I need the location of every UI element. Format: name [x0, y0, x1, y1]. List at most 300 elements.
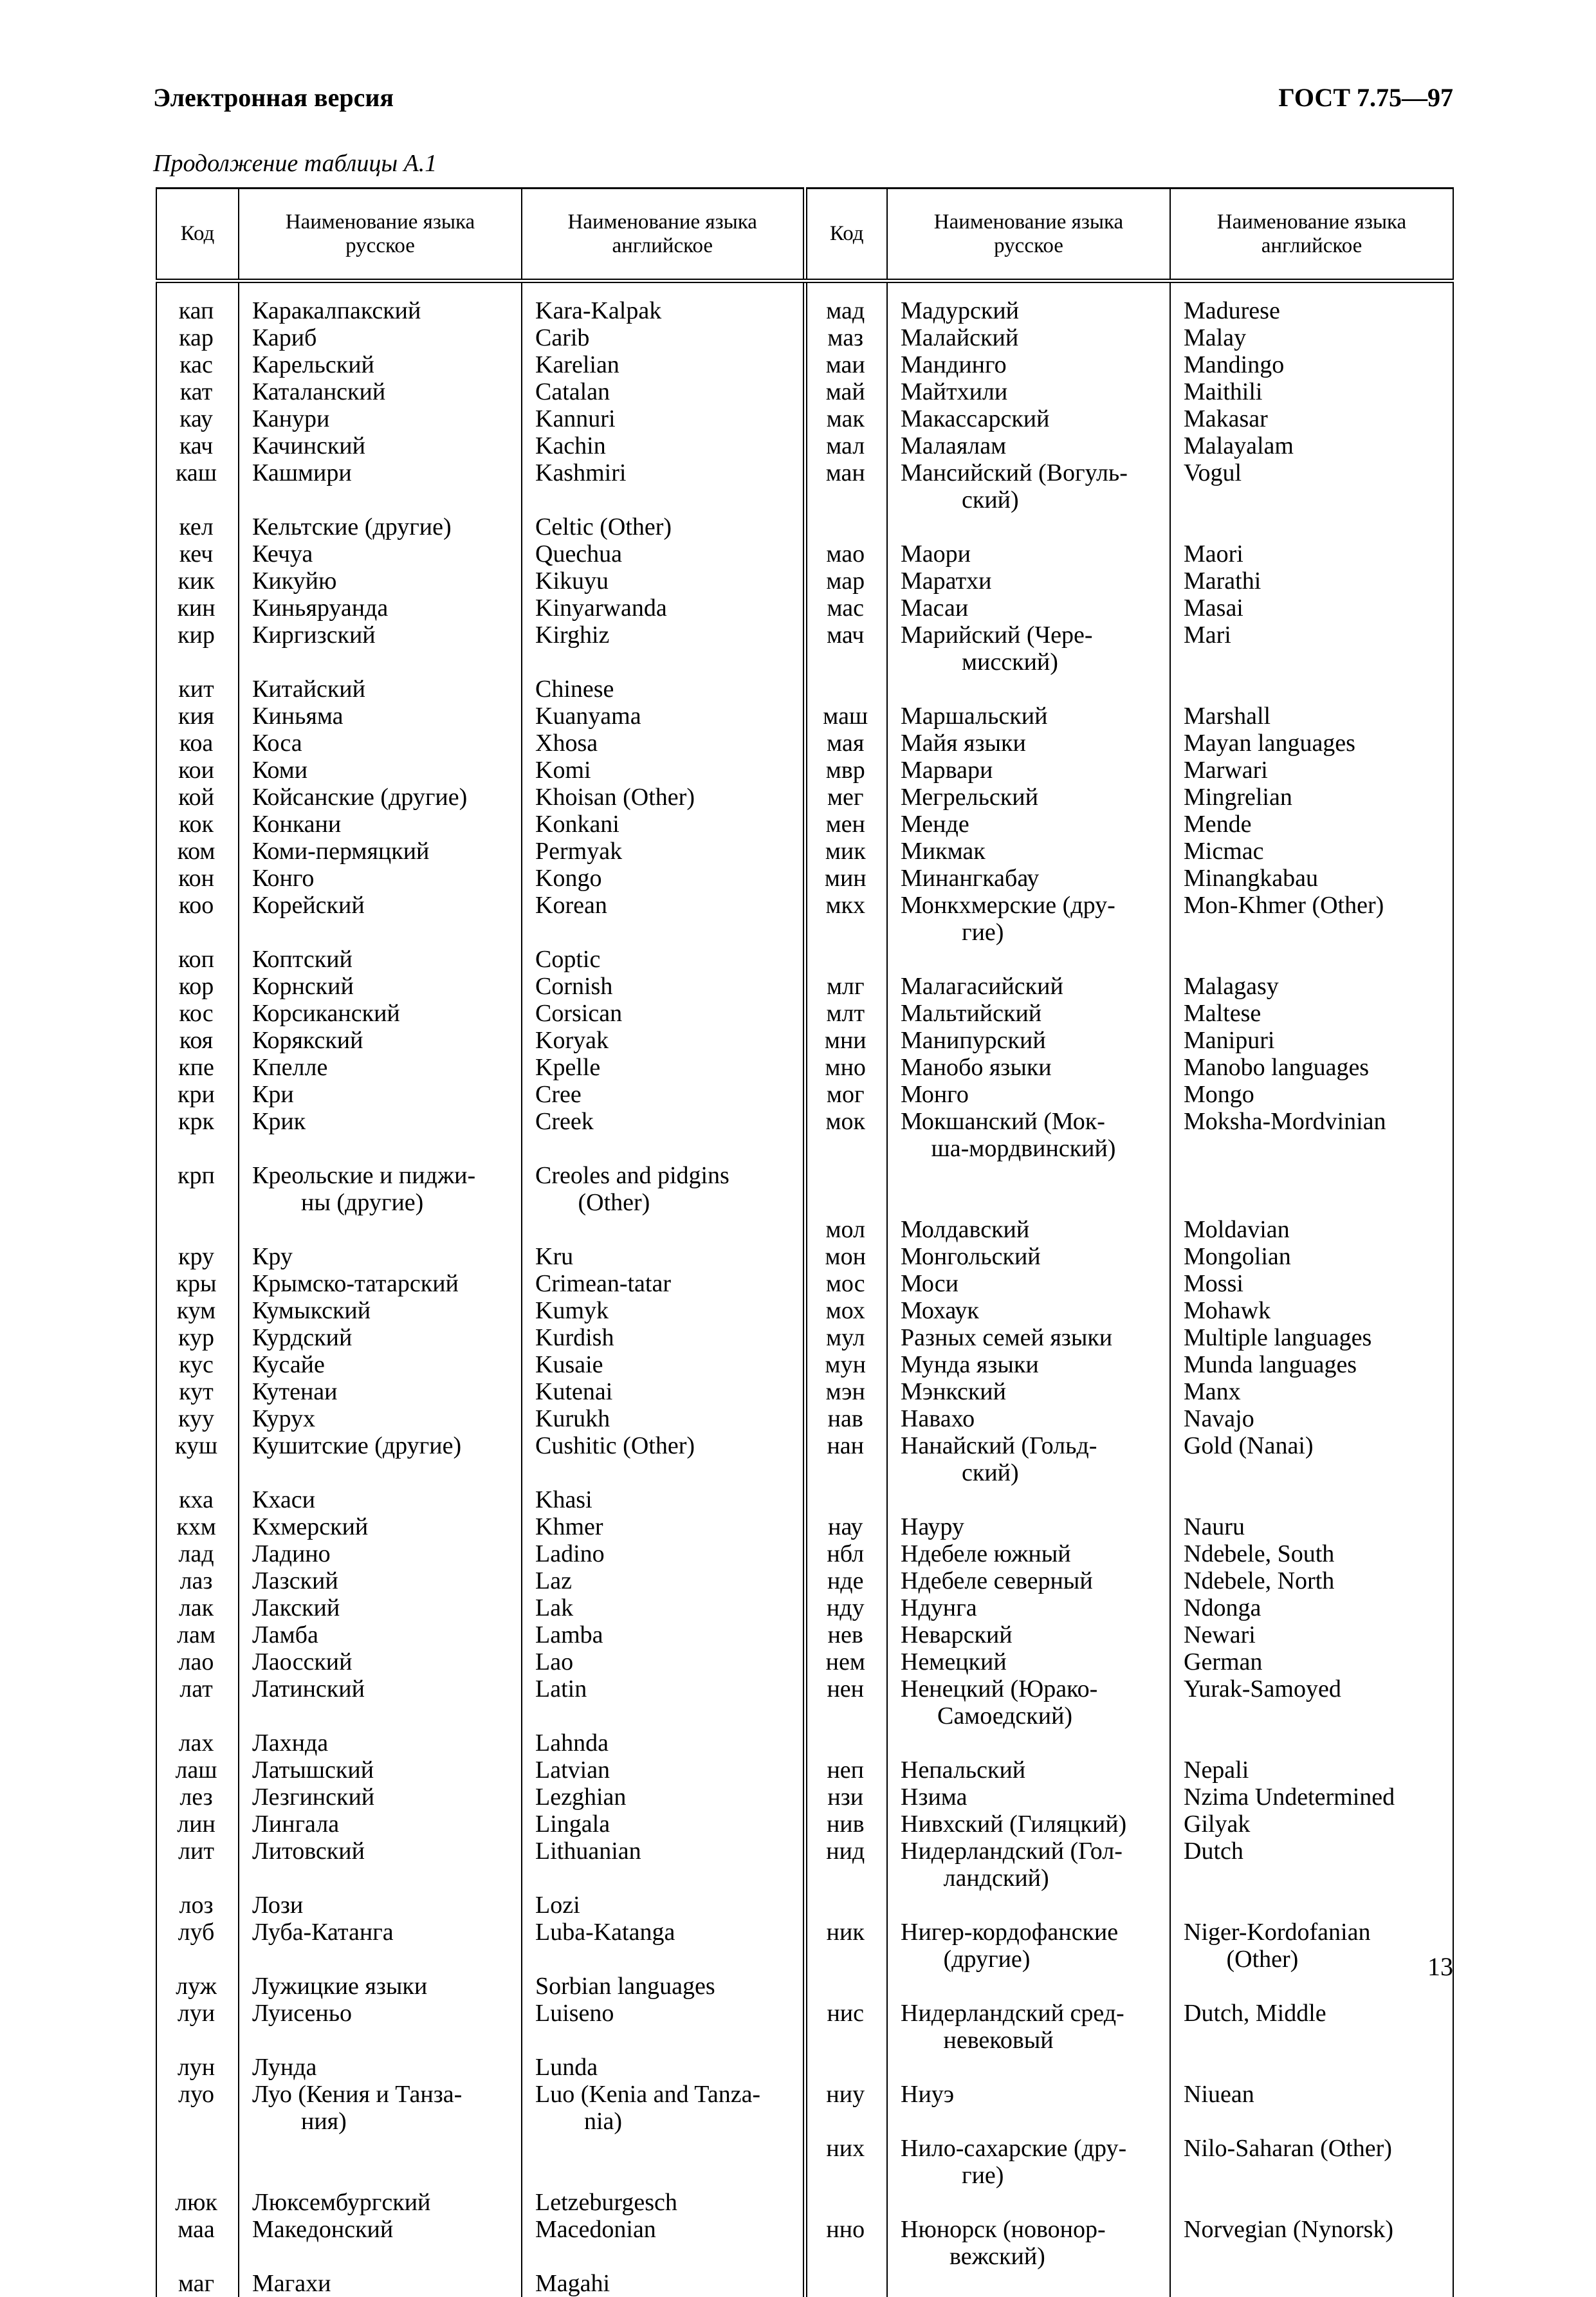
cell-code: луж [156, 1973, 239, 2000]
cell-russian-name-2: Нанайский (Гольд- ский) [887, 1432, 1170, 1486]
cell-english-name-2: Maori [1170, 540, 1453, 567]
cell-code-2 [805, 1973, 887, 2000]
cell-russian-name-2: Ндебеле южный [887, 1540, 1170, 1567]
table-row [156, 1297, 1453, 1324]
cell-english-name: Lak [522, 1594, 805, 1621]
cell-russian-name: Лахнда [239, 1730, 522, 1757]
cell-code: коп [156, 946, 239, 973]
cell-english-name-2 [1170, 2270, 1453, 2297]
cell-russian-name-2: Непальский [887, 1757, 1170, 1784]
table-row [156, 405, 1453, 432]
cell-english-name: Cree [522, 1081, 805, 1108]
cell-russian-name: Кельтские (другие) [239, 513, 522, 540]
cell-english-name: Lozi [522, 1892, 805, 1919]
cell-russian-name-2: Монкхмерские (дру- гие) [887, 892, 1170, 946]
cell-code: лак [156, 1594, 239, 1621]
cell-code: коа [156, 730, 239, 757]
col-header-english-name-2: Наименование языка английское [1170, 189, 1453, 281]
cell-russian-name: Ладино [239, 1540, 522, 1567]
cell-english-name: Khasi [522, 1486, 805, 1513]
cell-english-name: Sorbian languages [522, 1973, 805, 2000]
cell-russian-name: Крымско-татарский [239, 1270, 522, 1297]
cell-russian-name: Кпелле [239, 1054, 522, 1081]
cell-english-name: Celtic (Other) [522, 513, 805, 540]
cell-english-name-2: Yurak-Samoyed [1170, 1675, 1453, 1730]
cell-russian-name-2: Ниуэ [887, 2081, 1170, 2135]
cell-russian-name: Ламба [239, 1621, 522, 1648]
cell-russian-name: Коми-пермяцкий [239, 838, 522, 865]
cell-code-2: ман [805, 459, 887, 513]
cell-russian-name: Корякский [239, 1027, 522, 1054]
cell-code: кру [156, 1243, 239, 1270]
cell-code: лад [156, 1540, 239, 1567]
cell-code-2: май [805, 378, 887, 405]
table-row [156, 1540, 1453, 1567]
cell-code: кут [156, 1378, 239, 1405]
cell-russian-name: Качинский [239, 432, 522, 459]
table-row [156, 1108, 1453, 1162]
cell-code-2: мак [805, 405, 887, 432]
cell-code-2: мин [805, 865, 887, 892]
cell-english-name: Latvian [522, 1757, 805, 1784]
cell-russian-name: Карельский [239, 351, 522, 378]
cell-english-name-2: Munda languages [1170, 1351, 1453, 1378]
cell-code: кап [156, 281, 239, 325]
cell-code: кел [156, 513, 239, 540]
cell-russian-name: Кутенаи [239, 1378, 522, 1405]
cell-code-2: мая [805, 730, 887, 757]
table-body [156, 281, 1453, 2297]
cell-english-name: Kannuri [522, 405, 805, 432]
cell-english-name: Kpelle [522, 1054, 805, 1081]
cell-code: кры [156, 1270, 239, 1297]
cell-code-2 [805, 2189, 887, 2216]
table-row [156, 1919, 1453, 1973]
cell-russian-name-2: Нидерландский сред- невековый [887, 2000, 1170, 2054]
cell-russian-name-2: Немецкий [887, 1648, 1170, 1675]
table-row [156, 567, 1453, 595]
cell-code: кау [156, 405, 239, 432]
cell-code-2 [805, 2054, 887, 2081]
cell-code: кат [156, 378, 239, 405]
cell-russian-name-2: Майтхили [887, 378, 1170, 405]
cell-russian-name: Луисеньо [239, 2000, 522, 2054]
cell-code-2 [805, 513, 887, 540]
cell-code-2: маи [805, 351, 887, 378]
cell-code: кос [156, 1000, 239, 1027]
table-row [156, 676, 1453, 703]
cell-russian-name: Магахи [239, 2270, 522, 2297]
cell-russian-name: Луо (Кения и Танза- ния) [239, 2081, 522, 2135]
cell-english-name: Kinyarwanda [522, 595, 805, 622]
table-row [156, 2054, 1453, 2081]
cell-english-name: Lezghian [522, 1784, 805, 1811]
cell-russian-name: Кусайе [239, 1351, 522, 1378]
cell-code: кия [156, 703, 239, 730]
cell-code: лез [156, 1784, 239, 1811]
cell-code: лаз [156, 1567, 239, 1594]
cell-code: кум [156, 1297, 239, 1324]
cell-russian-name: Китайский [239, 676, 522, 703]
cell-english-name-2: Navajo [1170, 1405, 1453, 1432]
table-row [156, 1162, 1453, 1216]
table-row [156, 281, 1453, 325]
table-row [156, 946, 1453, 973]
cell-code: кой [156, 784, 239, 811]
table-row [156, 2270, 1453, 2297]
cell-code-2 [805, 2270, 887, 2297]
cell-english-name-2: Micmac [1170, 838, 1453, 865]
cell-russian-name: Киньяруанда [239, 595, 522, 622]
cell-russian-name-2 [887, 2270, 1170, 2297]
cell-russian-name-2: Нивхский (Гиляцкий) [887, 1811, 1170, 1838]
cell-english-name-2: German [1170, 1648, 1453, 1675]
cell-code: кок [156, 811, 239, 838]
cell-russian-name-2: Мегрельский [887, 784, 1170, 811]
cell-code: кач [156, 432, 239, 459]
cell-english-name: Kurdish [522, 1324, 805, 1351]
cell-english-name: Carib [522, 324, 805, 351]
cell-english-name-2: Maithili [1170, 378, 1453, 405]
table-row [156, 784, 1453, 811]
cell-code: кар [156, 324, 239, 351]
table-row [156, 838, 1453, 865]
table-caption: Продолжение таблицы А.1 [153, 149, 437, 178]
table-row [156, 1378, 1453, 1405]
table-header-row [156, 189, 1453, 281]
cell-code: лит [156, 1838, 239, 1892]
table-row [156, 1838, 1453, 1892]
cell-russian-name-2: Малайский [887, 324, 1170, 351]
cell-russian-name: Кашмири [239, 459, 522, 513]
table-row [156, 1730, 1453, 1757]
cell-russian-name: Кхаси [239, 1486, 522, 1513]
cell-russian-name: Коса [239, 730, 522, 757]
cell-russian-name: Луба-Катанга [239, 1919, 522, 1973]
cell-code: лах [156, 1730, 239, 1757]
cell-russian-name-2: Молдавский [887, 1216, 1170, 1243]
cell-english-name: Komi [522, 757, 805, 784]
cell-code: лат [156, 1675, 239, 1730]
cell-english-name: Kachin [522, 432, 805, 459]
cell-english-name-2 [1170, 513, 1453, 540]
cell-code-2 [805, 946, 887, 973]
cell-code-2: мас [805, 595, 887, 622]
cell-english-name-2: Ndebele, North [1170, 1567, 1453, 1594]
cell-english-name-2: Minangkabau [1170, 865, 1453, 892]
cell-english-name-2: Moldavian [1170, 1216, 1453, 1243]
language-code-table [156, 187, 1454, 2297]
cell-code: лин [156, 1811, 239, 1838]
cell-russian-name-2 [887, 946, 1170, 973]
cell-russian-name-2: Монго [887, 1081, 1170, 1108]
table-row [156, 378, 1453, 405]
cell-russian-name-2: Моси [887, 1270, 1170, 1297]
table-row [156, 1216, 1453, 1243]
table-row [156, 1486, 1453, 1513]
table-row [156, 1892, 1453, 1919]
table-row [156, 351, 1453, 378]
cell-russian-name-2: Ненецкий (Юрако- Самоедский) [887, 1675, 1170, 1730]
cell-russian-name: Лингала [239, 1811, 522, 1838]
cell-russian-name [239, 2135, 522, 2189]
language-table-container [156, 187, 1453, 1954]
cell-english-name: Karelian [522, 351, 805, 378]
table-row [156, 1351, 1453, 1378]
cell-russian-name: Койсанские (другие) [239, 784, 522, 811]
cell-russian-name: Лазский [239, 1567, 522, 1594]
cell-english-name: Kru [522, 1243, 805, 1270]
cell-russian-name-2 [887, 1892, 1170, 1919]
cell-russian-name-2: Неварский [887, 1621, 1170, 1648]
cell-english-name: Lahnda [522, 1730, 805, 1757]
table-row [156, 1973, 1453, 2000]
cell-russian-name: Корсиканский [239, 1000, 522, 1027]
cell-russian-name-2: Монгольский [887, 1243, 1170, 1270]
cell-english-name-2: Mandingo [1170, 351, 1453, 378]
table-row [156, 730, 1453, 757]
cell-english-name-2: Ndonga [1170, 1594, 1453, 1621]
table-row [156, 1648, 1453, 1675]
cell-english-name: Xhosa [522, 730, 805, 757]
cell-russian-name: Лакский [239, 1594, 522, 1621]
cell-russian-name: Коптский [239, 946, 522, 973]
cell-code: люк [156, 2189, 239, 2216]
cell-code: маа [156, 2216, 239, 2270]
cell-russian-name [239, 1216, 522, 1243]
cell-code: кир [156, 622, 239, 676]
cell-english-name-2: Vogul [1170, 459, 1453, 513]
cell-russian-name: Кри [239, 1081, 522, 1108]
cell-code [156, 2135, 239, 2189]
cell-code: коо [156, 892, 239, 946]
cell-russian-name-2: Мальтийский [887, 1000, 1170, 1027]
cell-russian-name-2: Разных семей языки [887, 1324, 1170, 1351]
cell-code: ком [156, 838, 239, 865]
cell-russian-name-2: Ндунга [887, 1594, 1170, 1621]
cell-english-name: Kashmiri [522, 459, 805, 513]
cell-code: крк [156, 1108, 239, 1162]
cell-code-2: мно [805, 1054, 887, 1081]
cell-russian-name-2: Малаялам [887, 432, 1170, 459]
cell-english-name-2: Mongo [1170, 1081, 1453, 1108]
cell-code: кои [156, 757, 239, 784]
cell-russian-name-2: Науру [887, 1513, 1170, 1540]
cell-english-name: Khmer [522, 1513, 805, 1540]
cell-russian-name: Корейский [239, 892, 522, 946]
col-header-russian-name-2: Наименование языка русское [887, 189, 1170, 281]
cell-code-2: мач [805, 622, 887, 676]
cell-code: коя [156, 1027, 239, 1054]
cell-russian-name: Люксембургский [239, 2189, 522, 2216]
table-row [156, 595, 1453, 622]
cell-english-name-2 [1170, 1730, 1453, 1757]
table-row [156, 324, 1453, 351]
cell-code: кус [156, 1351, 239, 1378]
cell-code: кин [156, 595, 239, 622]
cell-code: кур [156, 1324, 239, 1351]
cell-russian-name-2: Нзима [887, 1784, 1170, 1811]
cell-russian-name-2: Мансийский (Вогуль- ский) [887, 459, 1170, 513]
cell-russian-name-2: Минангкабау [887, 865, 1170, 892]
cell-code-2 [805, 1730, 887, 1757]
cell-russian-name-2: Марийский (Чере- мисский) [887, 622, 1170, 676]
cell-russian-name: Лаосский [239, 1648, 522, 1675]
cell-english-name-2: Gilyak [1170, 1811, 1453, 1838]
cell-english-name-2: Dutch [1170, 1838, 1453, 1892]
table-row [156, 1405, 1453, 1432]
cell-russian-name: Лезгинский [239, 1784, 522, 1811]
cell-code-2: мао [805, 540, 887, 567]
cell-english-name-2 [1170, 1892, 1453, 1919]
cell-russian-name: Каракалпакский [239, 281, 522, 325]
cell-english-name-2: Nilo-Saharan (Other) [1170, 2135, 1453, 2189]
col-header-code: Код [156, 189, 239, 281]
cell-russian-name-2: Мохаук [887, 1297, 1170, 1324]
col-header-russian-name: Наименование языка русское [239, 189, 522, 281]
table-row [156, 513, 1453, 540]
cell-code-2: мад [805, 281, 887, 325]
cell-code-2: мог [805, 1081, 887, 1108]
cell-english-name: Crimean-tatar [522, 1270, 805, 1297]
table-row [156, 1811, 1453, 1838]
cell-russian-name: Кру [239, 1243, 522, 1270]
cell-code-2: млт [805, 1000, 887, 1027]
cell-english-name-2: Norvegian (Nynorsk) [1170, 2216, 1453, 2270]
cell-code-2: нде [805, 1567, 887, 1594]
cell-russian-name-2: Маршальский [887, 703, 1170, 730]
cell-code: лоз [156, 1892, 239, 1919]
header-left: Электронная версия [153, 82, 394, 113]
cell-code: кха [156, 1486, 239, 1513]
cell-english-name: Lao [522, 1648, 805, 1675]
cell-code-2: маз [805, 324, 887, 351]
table-row [156, 2189, 1453, 2216]
cell-russian-name: Крик [239, 1108, 522, 1162]
cell-code: луб [156, 1919, 239, 1973]
cell-english-name: Coptic [522, 946, 805, 973]
cell-english-name: Luiseno [522, 2000, 805, 2054]
cell-russian-name-2: Мадурский [887, 281, 1170, 325]
table-row [156, 1621, 1453, 1648]
cell-code: кри [156, 1081, 239, 1108]
table-row [156, 1675, 1453, 1730]
cell-english-name-2 [1170, 2054, 1453, 2081]
cell-russian-name: Кумыкский [239, 1297, 522, 1324]
cell-code: лам [156, 1621, 239, 1648]
table-row [156, 2000, 1453, 2054]
cell-code-2: мар [805, 567, 887, 595]
cell-english-name-2 [1170, 676, 1453, 703]
cell-russian-name: Корнский [239, 973, 522, 1000]
cell-code-2: нзи [805, 1784, 887, 1811]
cell-code-2: мен [805, 811, 887, 838]
cell-code-2: ниу [805, 2081, 887, 2135]
cell-english-name-2 [1170, 1162, 1453, 1216]
table-row [156, 1324, 1453, 1351]
cell-code-2: нив [805, 1811, 887, 1838]
cell-english-name: Kusaie [522, 1351, 805, 1378]
cell-english-name: Letzeburgesch [522, 2189, 805, 2216]
col-header-english-name: Наименование языка английское [522, 189, 805, 281]
table-row [156, 459, 1453, 513]
cell-english-name-2: Malay [1170, 324, 1453, 351]
cell-english-name-2: Gold (Nanai) [1170, 1432, 1453, 1486]
cell-russian-name: Курдский [239, 1324, 522, 1351]
cell-code: кик [156, 567, 239, 595]
cell-english-name-2: Manobo languages [1170, 1054, 1453, 1081]
cell-english-name: Cornish [522, 973, 805, 1000]
table-row [156, 432, 1453, 459]
cell-russian-name-2: Майя языки [887, 730, 1170, 757]
cell-code-2: мег [805, 784, 887, 811]
cell-english-name-2: Mon-Khmer (Other) [1170, 892, 1453, 946]
cell-english-name-2: Marwari [1170, 757, 1453, 784]
table-row [156, 892, 1453, 946]
cell-russian-name-2: Манобо языки [887, 1054, 1170, 1081]
cell-code-2: ник [805, 1919, 887, 1973]
cell-russian-name-2 [887, 1973, 1170, 2000]
cell-english-name-2: Dutch, Middle [1170, 2000, 1453, 2054]
cell-russian-name-2: Мунда языки [887, 1351, 1170, 1378]
cell-english-name: Ladino [522, 1540, 805, 1567]
cell-english-name: Kirghiz [522, 622, 805, 676]
cell-code-2: нев [805, 1621, 887, 1648]
table-row [156, 622, 1453, 676]
cell-english-name-2: Moksha-Mordvinian [1170, 1108, 1453, 1162]
cell-english-name: Latin [522, 1675, 805, 1730]
cell-russian-name: Кушитские (другие) [239, 1432, 522, 1486]
cell-english-name-2: Mayan languages [1170, 730, 1453, 757]
cell-code-2: нау [805, 1513, 887, 1540]
cell-code-2: мкх [805, 892, 887, 946]
cell-english-name: Luba-Katanga [522, 1919, 805, 1973]
cell-english-name-2: Nepali [1170, 1757, 1453, 1784]
cell-russian-name: Канури [239, 405, 522, 432]
cell-code-2: мол [805, 1216, 887, 1243]
cell-russian-name: Латышский [239, 1757, 522, 1784]
cell-code-2 [805, 1162, 887, 1216]
cell-russian-name: Кариб [239, 324, 522, 351]
table-row [156, 757, 1453, 784]
table-row [156, 1594, 1453, 1621]
cell-english-name-2: Mossi [1170, 1270, 1453, 1297]
cell-russian-name-2 [887, 1730, 1170, 1757]
cell-russian-name-2: Нило-сахарские (дру- гие) [887, 2135, 1170, 2189]
cell-english-name: Kurukh [522, 1405, 805, 1432]
cell-russian-name-2: Ндебеле северный [887, 1567, 1170, 1594]
cell-russian-name-2 [887, 1162, 1170, 1216]
cell-english-name-2: Newari [1170, 1621, 1453, 1648]
cell-english-name-2: Manipuri [1170, 1027, 1453, 1054]
cell-english-name: Laz [522, 1567, 805, 1594]
cell-russian-name-2: Микмак [887, 838, 1170, 865]
table-row [156, 1757, 1453, 1784]
col-header-code-2: Код [805, 189, 887, 281]
cell-english-name-2: Manx [1170, 1378, 1453, 1405]
cell-code: кас [156, 351, 239, 378]
table-row [156, 865, 1453, 892]
cell-code-2: нан [805, 1432, 887, 1486]
cell-english-name: Koryak [522, 1027, 805, 1054]
cell-russian-name-2: Макассарский [887, 405, 1170, 432]
cell-english-name-2: Mende [1170, 811, 1453, 838]
cell-english-name: Kongo [522, 865, 805, 892]
cell-russian-name: Кикуйю [239, 567, 522, 595]
table-row [156, 1243, 1453, 1270]
cell-russian-name: Лунда [239, 2054, 522, 2081]
cell-english-name: Lingala [522, 1811, 805, 1838]
